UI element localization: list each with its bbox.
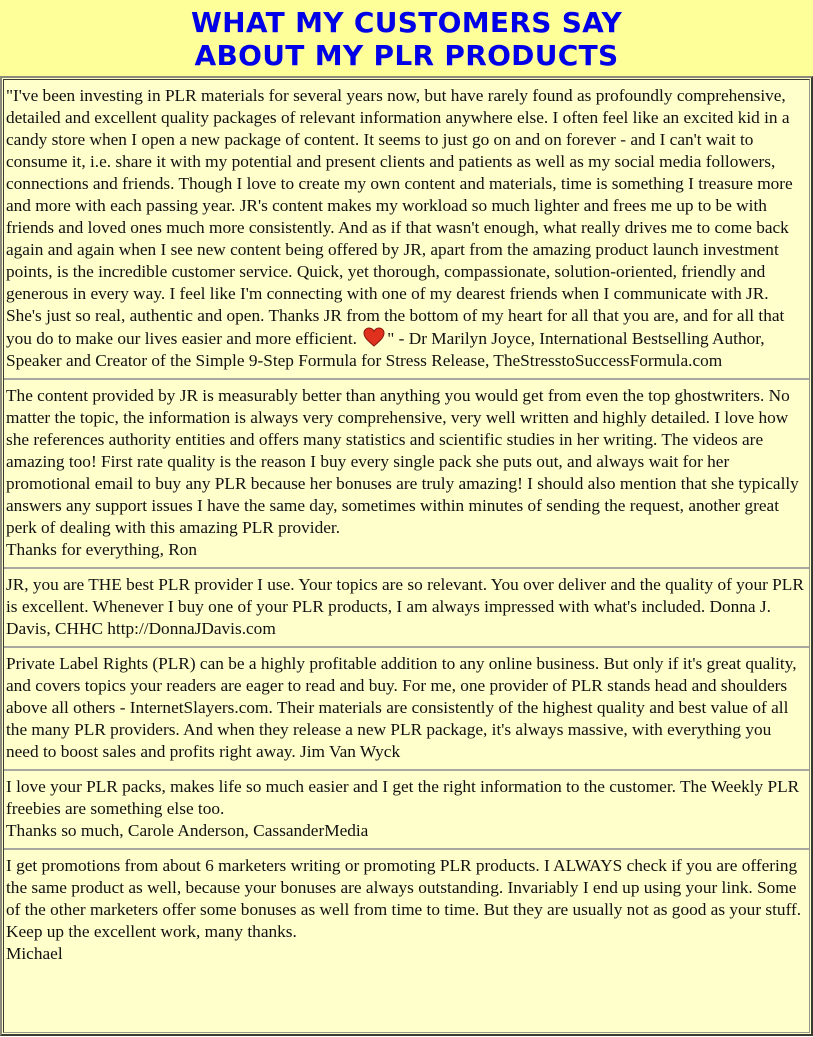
page-title <box>0 6 813 72</box>
testimonial-signature: Thanks for everything, Ron <box>6 540 198 559</box>
testimonial-body: JR, you are THE best PLR provider I use. Your topics are so relevant. You over deliver and the quality of your PLR is excellent. Whenever I buy one of your PLR products, I am always impressed with what's included. Donna J. Davis, CHHC http://DonnaJDavis.com <box>6 575 804 638</box>
testimonial-marilyn-joyce <box>4 80 809 380</box>
testimonials-table-inner <box>3 79 810 1033</box>
testimonial-body: I love your PLR packs, makes life so much easier and I get the right information to the customer. The Weekly PLR freebies are something else too. <box>6 777 800 818</box>
testimonial-jim-van-wyck <box>4 648 809 771</box>
testimonial-donna-davis <box>4 569 809 648</box>
testimonial-text <box>6 85 807 372</box>
heart-icon <box>363 327 385 347</box>
testimonial-signature: Michael <box>6 944 63 963</box>
title-line-1: WHAT MY CUSTOMERS SAY <box>190 6 623 39</box>
testimonial-signature: Thanks so much, Carole Anderson, CassanderMedia <box>6 821 369 840</box>
testimonial-body: The content provided by JR is measurably better than anything you would get from even the top ghostwriters. No matter the topic, the information is always very comprehensive, very well written and highly detailed. I love how she references authority entities and offers many statistics and scientific studies in her writing. The videos are amazing too! First rate quality is the reason I buy every single pack she puts out, and always wait for her promotional email to buy any PLR because her bonuses are truly amazing! I should also mention that she typically answers any support issues I have the same day, sometimes within minutes of sending the request, another great perk of dealing with this amazing PLR provider. <box>6 386 799 537</box>
testimonial-ron <box>4 380 809 569</box>
testimonial-body: Private Label Rights (PLR) can be a highly profitable addition to any online business. But only if it's great quality, and covers topics your readers are eager to read and buy. For me, one provider of PLR stands head and shoulders above all others - InternetSlayers.com. Their materials are consistently of the highest quality and best value of all the many PLR providers. And when they release a new PLR package, it's always massive, with everything you need to boost sales and profits right away. Jim Van Wyck <box>6 654 797 761</box>
testimonial-body: "I've been investing in PLR materials for several years now, but have rarely found as profoundly comprehensive, detailed and excellent quality packages of relevant information anywhere else. I often feel like an excited kid in a candy store when I open a new package of content. It seems to just go on and on forever - and I can't wait to consume it, i.e. share it with my potential and present clients and patients as well as my social media followers, connections and friends. Though I love to create my own content and materials, time is something I treasure more and more with each passing year. JR's content makes my workload so much lighter and frees me up to be with friends and loved ones much more consistently. And as if that wasn't enough, what really drives me to come back again and again when I see new content being offered by JR, apart from the amazing product launch investment points, is the incredible customer service. Quick, yet thorough, compassionate, solution-oriented, friendly and generous in every way. I feel like I'm connecting with one of my dearest friends when I communicate with JR. She's just so real, authentic and open. Thanks JR from the bottom of my heart for all that you are, and for all that you do to make our lives easier and more efficient. <box>6 86 793 348</box>
testimonial-carole-anderson <box>4 771 809 850</box>
page-header <box>0 0 813 76</box>
testimonial-attribution: " - Dr Marilyn Joyce, International Bestselling Author, Speaker and Creator of the Simple 9-Step Formula for Stress Release, TheStresstoSuccessFormula.com <box>6 329 765 370</box>
testimonial-body: I get promotions from about 6 marketers writing or promoting PLR products. I ALWAYS check if you are offering the same product as well, because your bonuses are always outstanding. Invariably I end up using your link. Some of the other marketers offer some bonuses as well from time to time. But they are usually not as good as your stuff. Keep up the excellent work, many thanks. <box>6 856 802 941</box>
title-line-2: ABOUT MY PLR PRODUCTS <box>194 39 619 72</box>
testimonials-table <box>0 76 813 1036</box>
testimonial-michael <box>4 850 809 971</box>
